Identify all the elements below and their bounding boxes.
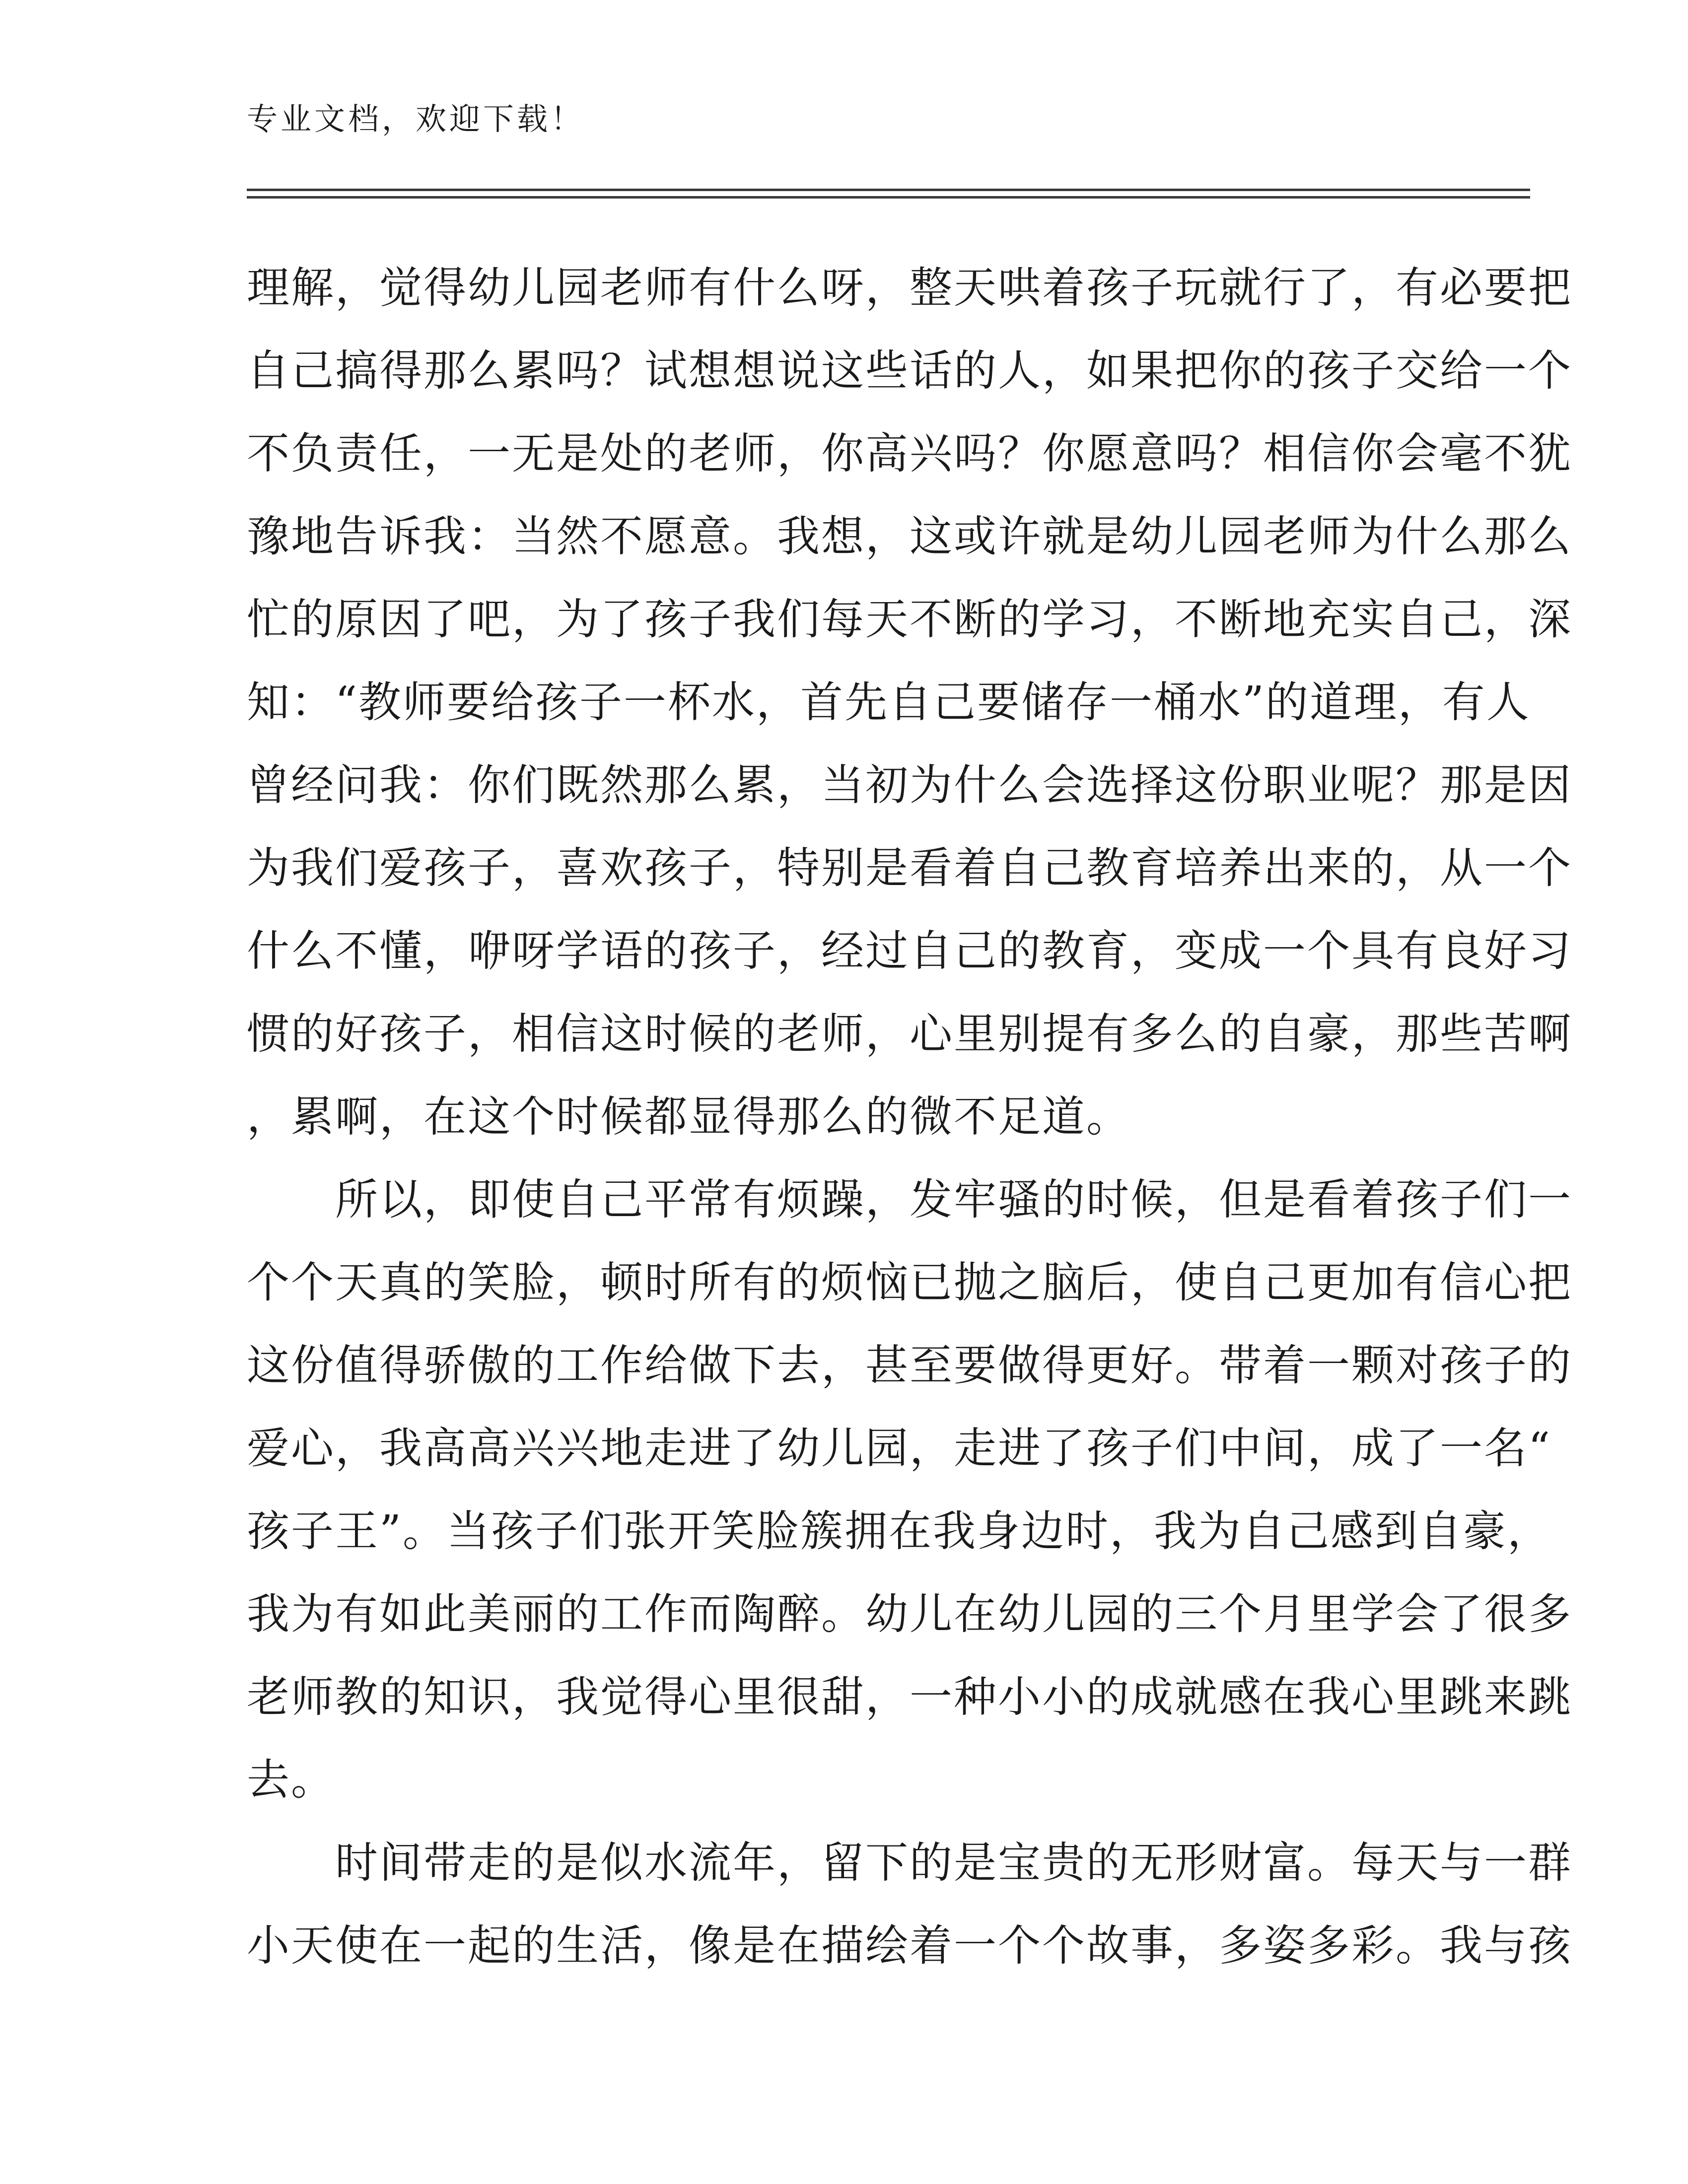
body-line: 为我们爱孩子，喜欢孩子，特别是看着自己教育培养出来的，从一个	[247, 843, 1572, 893]
body-line: 孩子王”。当孩子们张开笑脸簇拥在我身边时，我为自己感到自豪，	[247, 1506, 1551, 1556]
body-line: 我为有如此美丽的工作而陶醉。幼儿在幼儿园的三个月里学会了很多	[247, 1589, 1572, 1639]
body-line: 豫地告诉我：当然不愿意。我想，这或许就是幼儿园老师为什么那么	[247, 512, 1572, 561]
body-line: 时间带走的是似水流年，留下的是宝贵的无形财富。每天与一群	[247, 1838, 1572, 1888]
body-line: 曾经问我：你们既然那么累，当初为什么会选择这份职业呢？那是因	[247, 760, 1572, 810]
body-line: 个个天真的笑脸，顿时所有的烦恼已抛之脑后，使自己更加有信心把	[247, 1258, 1572, 1307]
body-line: 去。	[247, 1755, 335, 1805]
body-line: 所以，即使自己平常有烦躁，发牢骚的时候，但是看着孩子们一	[247, 1175, 1572, 1225]
body-line: 自己搞得那么累吗？试想想说这些话的人，如果把你的孩子交给一个	[247, 346, 1572, 396]
header-rule-top	[247, 189, 1530, 191]
body-line: 小天使在一起的生活，像是在描绘着一个个故事，多姿多彩。我与孩	[247, 1921, 1572, 1971]
body-line: 理解，觉得幼儿园老师有什么呀，整天哄着孩子玩就行了，有必要把	[247, 263, 1572, 313]
body-line: 爱心，我高高兴兴地走进了幼儿园，走进了孩子们中间，成了一名“	[247, 1424, 1551, 1473]
body-line: 不负责任，一无是处的老师，你高兴吗？你愿意吗？相信你会毫不犹	[247, 429, 1572, 478]
body-line: 老师教的知识，我觉得心里很甜，一种小小的成就感在我心里跳来跳	[247, 1672, 1572, 1722]
page-header-text: 专业文档，欢迎下载！	[247, 101, 585, 137]
body-line: 忙的原因了吧，为了孩子我们每天不断的学习，不断地充实自己，深	[247, 595, 1572, 644]
body-line: 这份值得骄傲的工作给做下去，甚至要做得更好。带着一颗对孩子的	[247, 1341, 1572, 1390]
body-line: 知：“教师要给孩子一杯水，首先自己要储存一桶水”的道理，有人	[247, 678, 1531, 727]
body-line: 什么不懂，咿呀学语的孩子，经过自己的教育，变成一个具有良好习	[247, 926, 1572, 976]
header-rule-bottom	[247, 196, 1530, 199]
body-line: ，累啊，在这个时候都显得那么的微不足道。	[247, 1092, 1130, 1142]
body-line: 惯的好孩子，相信这时候的老师，心里别提有多么的自豪，那些苦啊	[247, 1009, 1572, 1059]
document-body	[247, 261, 1572, 2001]
